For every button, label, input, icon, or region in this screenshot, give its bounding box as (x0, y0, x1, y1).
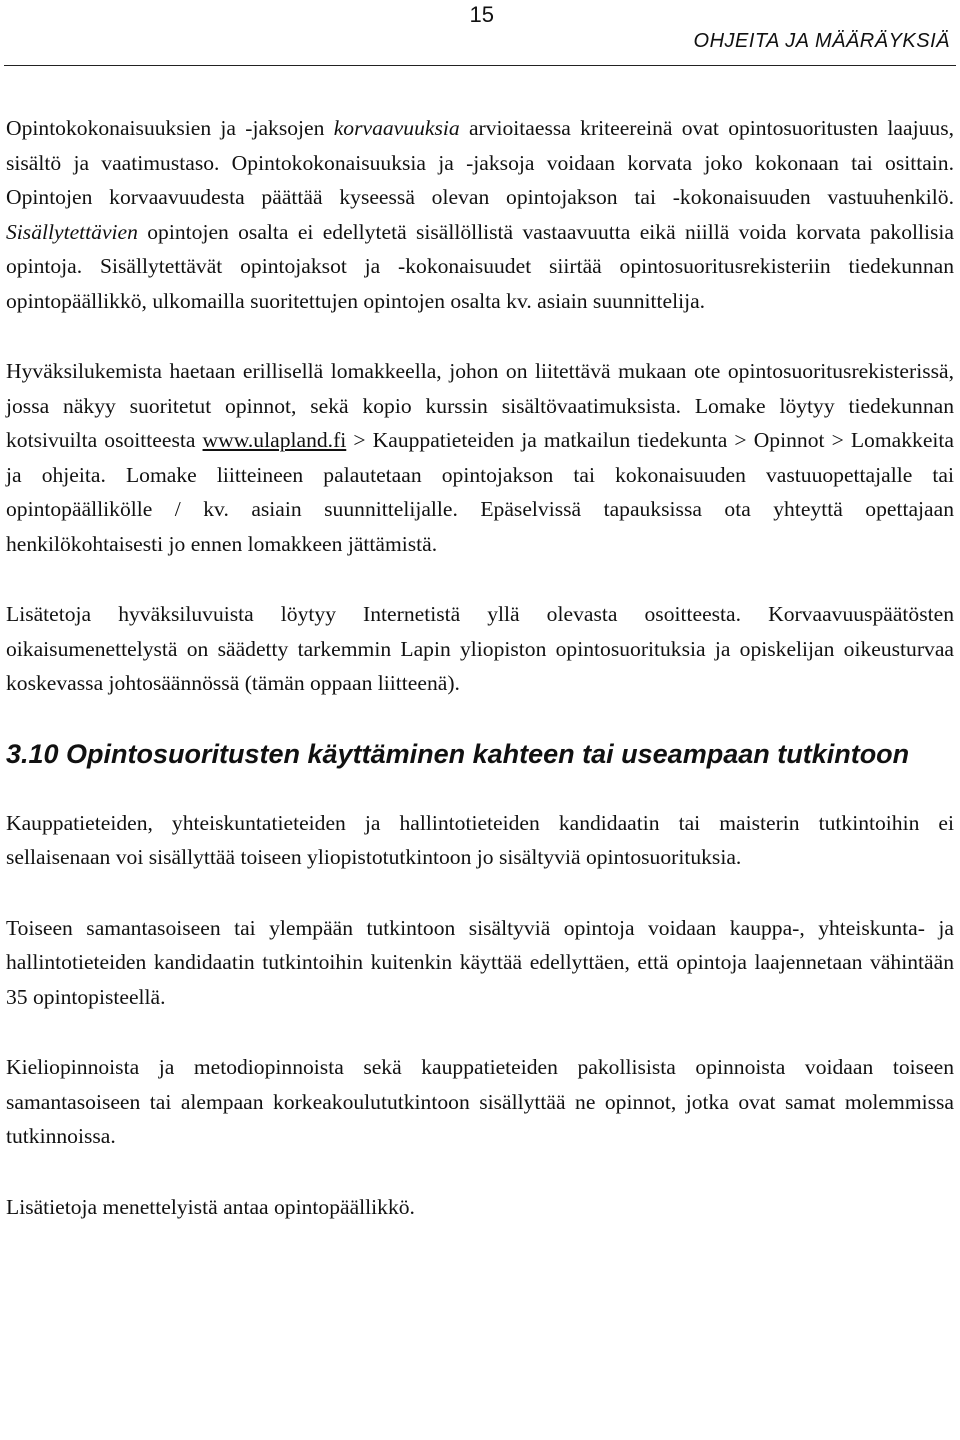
paragraph-language-studies: Kieliopinnoista ja metodiopinnoista sekä kauppatieteiden pakollisista opinnoista voidaan toiseen samantasoiseen tai alempaan korkeakoulututkintoon sisällyttää ne opinnot, jotka ovat samat molemmissa tutkinnoissa. (6, 1055, 954, 1148)
emphasis-sisallytettavien: Sisällytettävien (6, 219, 138, 244)
header-divider (4, 65, 956, 66)
running-header: OHJEITA JA MÄÄRÄYKSIÄ (693, 30, 950, 52)
text-run: arvioitaessa kriteereinä ovat opintosuoritusten laajuus, sisältö ja vaatimustaso. Opintokokonaisuuksia ja -jaksoja voidaan korvata joko kokonaan tai osittain. Opintojen korvaavuudesta päättää kyseessä olevan opintojakson tai -kokonaisuuden vastuuhenkilö. (6, 116, 954, 209)
ulapland-link[interactable]: www.ulapland.fi (202, 428, 347, 452)
paragraph-extension: Toiseen samantasoiseen tai ylempään tutkintoon sisältyviä opintoja voidaan kauppa-, yhteiskunta- ja hallintotieteiden kandidaatin tutkintoihin kuitenkin käyttää edellyttäen, että opintoja laajennetaan vähintään 35 opintopisteellä. (6, 915, 954, 1009)
text-run: Opintokokonaisuuksien ja -jaksojen (6, 116, 334, 140)
text-run: Hyväksilukemista haetaan erillisellä lomakkeella, johon on liitettävä mukaan ote opintosuoritusrekisterissä, jossa näkyy suoritetut opinnot, sekä kopio kurssin sisältövaatimuksista. Lomake löytyy tiedekunnan kotsivuilta osoitteesta (6, 359, 954, 452)
page-number: 15 (469, 2, 494, 27)
paragraph-contact: Lisätietoja menettelyistä antaa opintopäällikkö. (6, 1194, 415, 1219)
document-body (6, 111, 954, 1224)
text-run: > Kauppatieteiden ja matkailun tiedekunta > Opinnot > Lomakkeita ja ohjeita. Lomake liitteineen palautetaan opintojakson tai kokonaisuuden vastuuopettajalle tai opintopäällikölle / kv. asiain suunnittelijalle. Epäselvissä tapauksissa ota yhteyttä opettajaan henkilökohtaisesti jo ennen lomakkeen jättämistä. (6, 428, 954, 556)
paragraph-application-form (6, 354, 954, 561)
paragraph-credit-transfer (6, 111, 954, 318)
emphasis-korvaavuuksia: korvaavuuksia (333, 116, 460, 140)
section-heading: 3.10 Opintosuoritusten käyttäminen kahteen tai useampaan tutkintoon (6, 738, 910, 769)
paragraph-degree-inclusion: Kauppatieteiden, yhteiskuntatieteiden ja hallintotieteiden kandidaatin tai maisterin tutkintoihin ei sellaisenaan voi sisällyttää toiseen yliopistotutkintoon jo sisältyviä opintosuorituksia. (6, 810, 954, 869)
text-run: opintojen osalta ei edellytetä sisällöllistä vastaavuutta eikä niillä voida korvata pakollisia opintoja. Sisällytettävät opintojaksot ja -kokonaisuudet siirtää opintosuoritusrekisteriin tiedekunnan opintopäällikkö, ulkomailla suoritettujen opintojen osalta kv. asiain suunnittelija. (6, 219, 954, 313)
paragraph-more-info: Lisätetoja hyväksiluvuista löytyy Internetistä yllä olevasta osoitteesta. Korvaavuuspäätösten oikaisumenettelystä on säädetty tarkemmin Lapin yliopiston opintosuorituksia ja opiskelijan oikeusturvaa koskevassa johtosäännössä (tämän oppaan liitteenä). (6, 602, 954, 695)
